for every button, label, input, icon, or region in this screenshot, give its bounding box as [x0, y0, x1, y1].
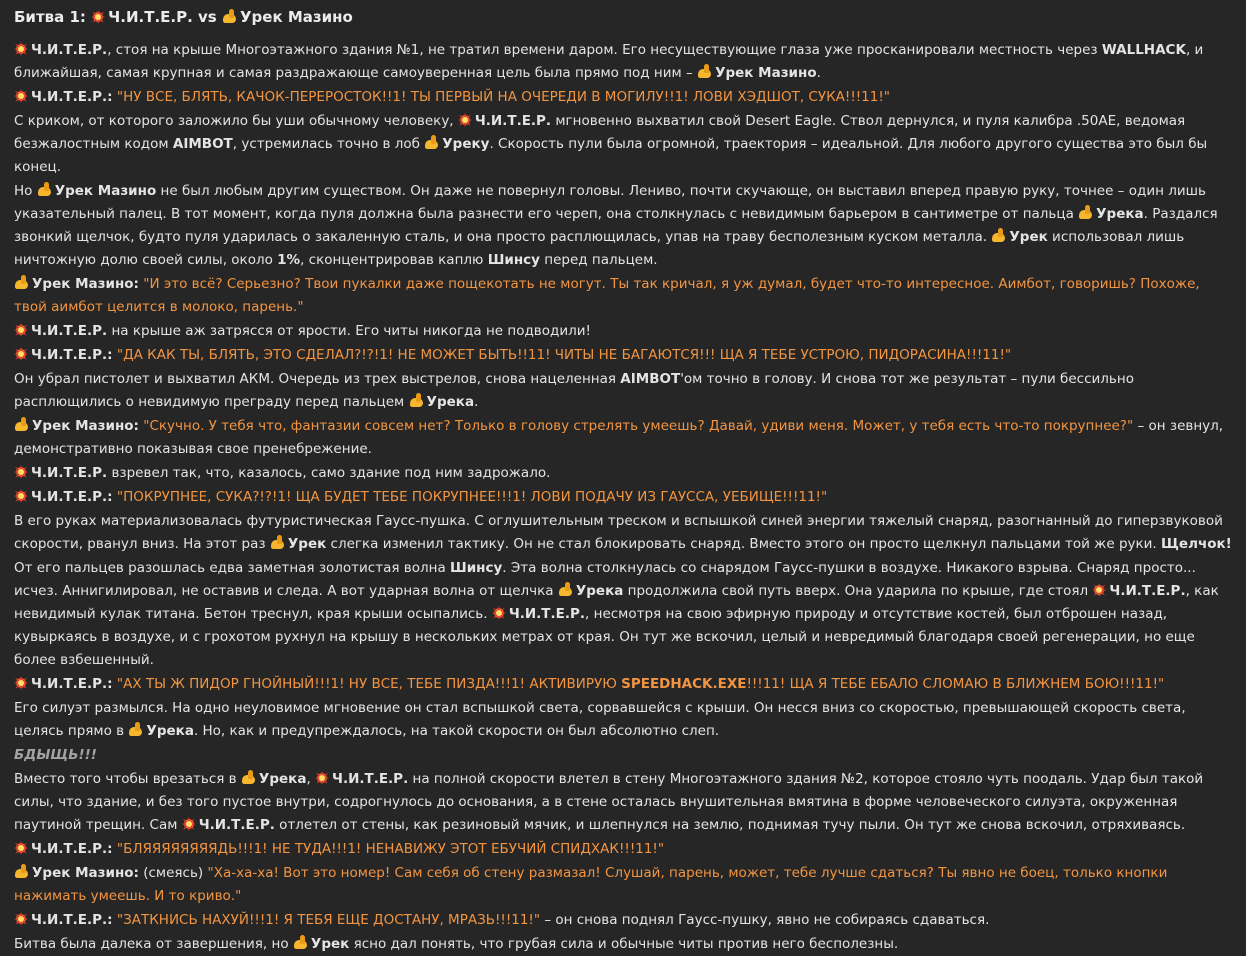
narration-text: отлетел от стены, как резиновый мячик, и шлепнулся на землю, поднимая тучу пыли. Он тут же снова вскочил, отряхиваясь. [274, 817, 1186, 833]
narration-text: От его пальцев разошлась едва заметная золотистая волна [14, 560, 451, 576]
collision-icon [91, 10, 105, 24]
narration-text: . Скорость пули была огромной, траектория – идеальной. Для любого другого существа это был бы конец. [14, 136, 1208, 175]
story-paragraph [14, 344, 1234, 367]
narration-text: Но [14, 183, 37, 199]
dialogue-quote: "ПОКРУПНЕЕ, СУКА?!?!1! ЩА БУДЕТ ТЕБЕ ПОКРУПНЕЕ!!!1! ЛОВИ ПОДАЧУ ИЗ ГАУССА, УЕБИЩЕ!!!11!" [116, 489, 828, 505]
bold-text: Урек Мазино: [32, 865, 139, 881]
bold-text: Шинсу [450, 560, 503, 576]
collision-icon [14, 323, 28, 337]
bold-text: Ч.И.Т.Е.Р. [332, 771, 409, 787]
dialogue-quote: "БЛЯЯЯЯЯЯЯЯДЬ!!!1! НЕ ТУДА!!!1! НЕНАВИЖУ ЭТОТ ЕБУЧИЙ СПИДХАК!!!11!" [116, 841, 665, 857]
bold-text: Щелчок! [1161, 536, 1232, 552]
story-paragraph [14, 110, 1234, 179]
bold-text: Ч.И.Т.Е.Р. [31, 323, 108, 339]
story-paragraph [14, 86, 1234, 109]
dialogue-quote: "Скучно. У тебя что, фантазии совсем нет? Только в голову стрелять умеешь? Давай, удиви меня. Может, у тебя есть что-то покрупнее?" [143, 418, 1134, 434]
narration-text: на крыше аж затрясся от ярости. Его читы никогда не подводили! [107, 323, 591, 339]
flexed-biceps-icon [128, 722, 143, 737]
dialogue-quote: "Ха-ха-ха! Вот это номер! Сам себя об стену размазал! Слушай, парень, может, тебе лучше сдаться? Ты явно не боец, только кнопки нажимать умеешь. И то криво." [14, 865, 1168, 904]
bold-text: Ч.И.Т.Е.Р. [508, 606, 586, 622]
narration-text: Он убрал пистолет и выхватил АКМ. Очередь из трех выстрелов, снова нацеленная [14, 371, 621, 387]
bold-text: Урек [287, 536, 327, 552]
dialogue-quote-bold: SPEEDHACK.EXE [621, 676, 747, 692]
narration-text: , и ближайшая, самая крупная и самая раздражающе самоуверенная цель была прямо под ним – [14, 42, 1204, 81]
story-paragraph [14, 697, 1234, 743]
narration-text: . [816, 65, 821, 81]
bold-text: Ч.И.Т.Е.Р.: [31, 489, 113, 505]
bold-text: Урек Мазино [54, 183, 157, 199]
collision-icon [14, 912, 28, 926]
collision-icon [14, 676, 28, 690]
narration-text: (смеясь) [138, 865, 208, 881]
dialogue-quote: "НУ ВСЕ, БЛЯТЬ, КАЧОК-ПЕРЕРОСТОК!!1! ТЫ ПЕРВЫЙ НА ОЧЕРЕДИ В МОГИЛУ!!1! ЛОВИ ХЭДШОТ, СУКА!!!11!" [116, 89, 890, 105]
dialogue-quote: "И это всё? Серьезно? Твои пукалки даже пощекотать не могут. Ты так кричал, я уж думал, будет что-то интересное. Аимбот, говоришь? Похоже, твой аимбот целится в молоко, парень." [14, 276, 1200, 315]
narration-text: на полной скорости влетел в стену Многоэтажного здания №2, которое стояло чуть поодаль. Удар был такой силы, что здание, и без того пустое внутри, содрогнулось до основания, а в стене осталась внушительная вмятина в форме человеческого силуэта, окруженная паутиной трещин. Сам [14, 771, 1204, 833]
dialogue-quote: !!!11! ЩА Я ТЕБЕ ЕБАЛО СЛОМАЮ В БЛИЖНЕМ БОЮ!!!11!" [746, 676, 1165, 692]
flexed-biceps-icon [222, 9, 237, 24]
bold-text: Урек Мазино: [32, 418, 139, 434]
story-paragraph [14, 909, 1234, 932]
narration-text: продолжила свой путь вверх. Она ударила по крыше, где стоял [623, 583, 1093, 599]
bold-text: Урека [258, 771, 307, 787]
battle-title [14, 5, 1234, 29]
narration-text: , как невидимый кулак титана. Бетон треснул, края крыши осыпались. [14, 583, 1219, 622]
story-paragraph [14, 768, 1234, 837]
narration-text: – он снова поднял Гаусс-пушку, явно не собираясь сдаваться. [540, 912, 990, 928]
flexed-biceps-icon [558, 582, 573, 597]
battle-title-prefix: Битва 1: [14, 8, 86, 26]
narration-text: Его силуэт размылся. На одно неуловимое мгновение он стал вспышкой света, сорвавшейся с крыши. Он несся вниз со скоростью, превышающей скорость света, целясь прямо в [14, 700, 1186, 739]
narration-text: слегка изменил тактику. Он не стал блокировать снаряд. Вместо этого он просто щелкнул пальцами той же руки. [326, 536, 1162, 552]
narration-text: , сконцентрировав каплю [300, 252, 488, 268]
battle-title-vs: vs [198, 8, 217, 26]
collision-icon [182, 817, 196, 831]
flexed-biceps-icon [241, 770, 256, 785]
narration-text: Вместо того чтобы врезаться в [14, 771, 241, 787]
bold-text: 1% [277, 252, 301, 268]
story-paragraph [14, 557, 1234, 672]
collision-icon [14, 841, 28, 855]
story-paragraph [14, 486, 1234, 509]
narration-text: 'ом точно в голову. И снова тот же результат – пули бессильно расплющились о невидимую преграду перед пальцем [14, 371, 1134, 410]
bold-text: AIMBOT [172, 136, 233, 152]
narration-text: , [306, 771, 316, 787]
flexed-biceps-icon [37, 182, 52, 197]
bold-text: Урек Мазино [715, 65, 817, 81]
story-paragraph [14, 862, 1234, 908]
collision-icon [458, 113, 472, 127]
sound-effect-text: БДЫЩЬ!!! [14, 747, 97, 763]
story-paragraph [14, 673, 1234, 696]
collision-icon [14, 489, 28, 503]
bold-text: Урек [310, 936, 350, 952]
bold-text: Шинсу [487, 252, 540, 268]
narration-text: , стоя на крыше Многоэтажного здания №1, не тратил времени даром. Его несуществующие глаза уже просканировали местность через [107, 42, 1102, 58]
story-paragraph [14, 273, 1234, 319]
story-body [14, 39, 1234, 956]
narration-text: Битва была далека от завершения, но [14, 936, 293, 952]
bold-text: Уреку [442, 136, 490, 152]
narration-text: перед пальцем. [539, 252, 658, 268]
collision-icon [14, 465, 28, 479]
narration-text: . Но, как и предупреждалось, на такой скорости он был абсолютно слеп. [193, 723, 720, 739]
story-paragraph [14, 510, 1234, 556]
bold-text: WALLHACK [1101, 42, 1186, 58]
flexed-biceps-icon [270, 535, 285, 550]
narration-text: В его руках материализовалась футуристическая Гаусс-пушка. С оглушительным треском и вспышкой синей энергии тяжелый снаряд, разогнанный до гиперзвуковой скорости, рванул вниз. На этот раз [14, 513, 1223, 552]
narration-text: , несмотря на свою эфирную природу и отсутствие костей, был отброшен назад, кувыркаясь в воздухе, и с грохотом рухнул на крышу в нескольких метрах от края. Он тут же вскочил, целый и невредимый благодаря своей регенерации, но еще более взбешенный. [14, 606, 1195, 668]
bold-text: Урека [146, 723, 194, 739]
story-paragraph [14, 744, 1234, 767]
story-paragraph [14, 368, 1234, 414]
dialogue-quote: "АХ ТЫ Ж ПИДОР ГНОЙНЫЙ!!!1! НУ ВСЕ, ТЕБЕ ПИЗДА!!!1! АКТИВИРУЮ [116, 676, 622, 692]
dialogue-quote: "ЗАТКНИСЬ НАХУЙ!!!1! Я ТЕБЯ ЕЩЕ ДОСТАНУ, МРАЗЬ!!!11!" [116, 912, 541, 928]
narration-text: , устремилась точно в лоб [232, 136, 425, 152]
narration-text: взревел так, что, казалось, само здание под ним задрожало. [107, 465, 551, 481]
flexed-biceps-icon [424, 135, 439, 150]
narration-text: не был любым другим существом. Он даже не повернул головы. Лениво, почти скучающе, он выставил вперед правую руку, точнее – один лишь указательный палец. В тот момент, когда пуля должна была разнести его череп, она столкнулась с невидимым барьером в сантиметре от пальца [14, 183, 1206, 222]
story-paragraph [14, 320, 1234, 343]
story-paragraph [14, 39, 1234, 85]
narration-text: мгновенно выхватил свой Desert Eagle. Ствол дернулся, и пуля калибра .50AE, ведомая безжалостным кодом [14, 113, 1186, 152]
narration-text: С криком, от которого заложило бы уши обычному человеку, [14, 113, 458, 129]
story-paragraph [14, 462, 1234, 485]
collision-icon [14, 89, 28, 103]
bold-text: Урека [426, 394, 475, 410]
collision-icon [14, 42, 28, 56]
narration-text: . Раздался звонкий щелчок, будто пуля ударилась о закаленную сталь, и она просто расплющилась, упав на траву бесполезным куском металла. [14, 206, 1218, 245]
bold-text: Ч.И.Т.Е.Р. [31, 465, 108, 481]
bold-text: Ч.И.Т.Е.Р. [198, 817, 275, 833]
narration-text: . [474, 394, 479, 410]
story-paragraph [14, 415, 1234, 461]
flexed-biceps-icon [1078, 205, 1093, 220]
flexed-biceps-icon [697, 64, 712, 79]
story-paragraph [14, 933, 1234, 956]
narration-text: – он зевнул, демонстративно показывая свое пренебрежение. [14, 418, 1224, 457]
flexed-biceps-icon [293, 935, 308, 950]
dialogue-quote: "ДА КАК ТЫ, БЛЯТЬ, ЭТО СДЕЛАЛ?!?!1! НЕ МОЖЕТ БЫТЬ!!11! ЧИТЫ НЕ БАГАЮТСЯ!!! ЩА Я ТЕБЕ УСТРОЮ, ПИДОРАСИНА!!!11!" [116, 347, 1012, 363]
bold-text: Ч.И.Т.Е.Р.: [31, 912, 113, 928]
flexed-biceps-icon [14, 275, 29, 290]
collision-icon [492, 606, 506, 620]
collision-icon [14, 347, 28, 361]
bold-text: Ч.И.Т.Е.Р. [1109, 583, 1186, 599]
bold-text: Ч.И.Т.Е.Р.: [31, 676, 113, 692]
bold-text: Урека [575, 583, 624, 599]
battle-title-fighter-urek: Урек Мазино [239, 8, 353, 26]
bold-text: Ч.И.Т.Е.Р.: [31, 347, 113, 363]
flexed-biceps-icon [14, 864, 29, 879]
collision-icon [1092, 583, 1106, 597]
story-paragraph [14, 180, 1234, 272]
battle-title-fighter-cheater: Ч.И.Т.Е.Р. [108, 8, 193, 26]
collision-icon [315, 771, 329, 785]
narration-text: ясно дал понять, что грубая сила и обычные читы против него бесполезны. [349, 936, 899, 952]
bold-text: Ч.И.Т.Е.Р.: [31, 841, 113, 857]
narration-text: использовал лишь ничтожную долю своей силы, около [14, 229, 1185, 268]
bold-text: Урека [1096, 206, 1144, 222]
bold-text: Ч.И.Т.Е.Р. [31, 42, 108, 58]
bold-text: AIMBOT [620, 371, 681, 387]
flexed-biceps-icon [991, 228, 1006, 243]
flexed-biceps-icon [14, 417, 29, 432]
bold-text: Урек Мазино: [32, 276, 139, 292]
narration-text: . Эта волна столкнулась со снарядом Гаусс-пушки в воздухе. Никакого взрыва. Снаряд просто... исчез. Аннигилировал, не оставив и следа. А вот ударная волна от щелчка [14, 560, 1196, 599]
bold-text: Урек [1009, 229, 1048, 245]
story-paragraph [14, 838, 1234, 861]
bold-text: Ч.И.Т.Е.Р.: [31, 89, 113, 105]
flexed-biceps-icon [409, 393, 424, 408]
bold-text: Ч.И.Т.Е.Р. [474, 113, 552, 129]
